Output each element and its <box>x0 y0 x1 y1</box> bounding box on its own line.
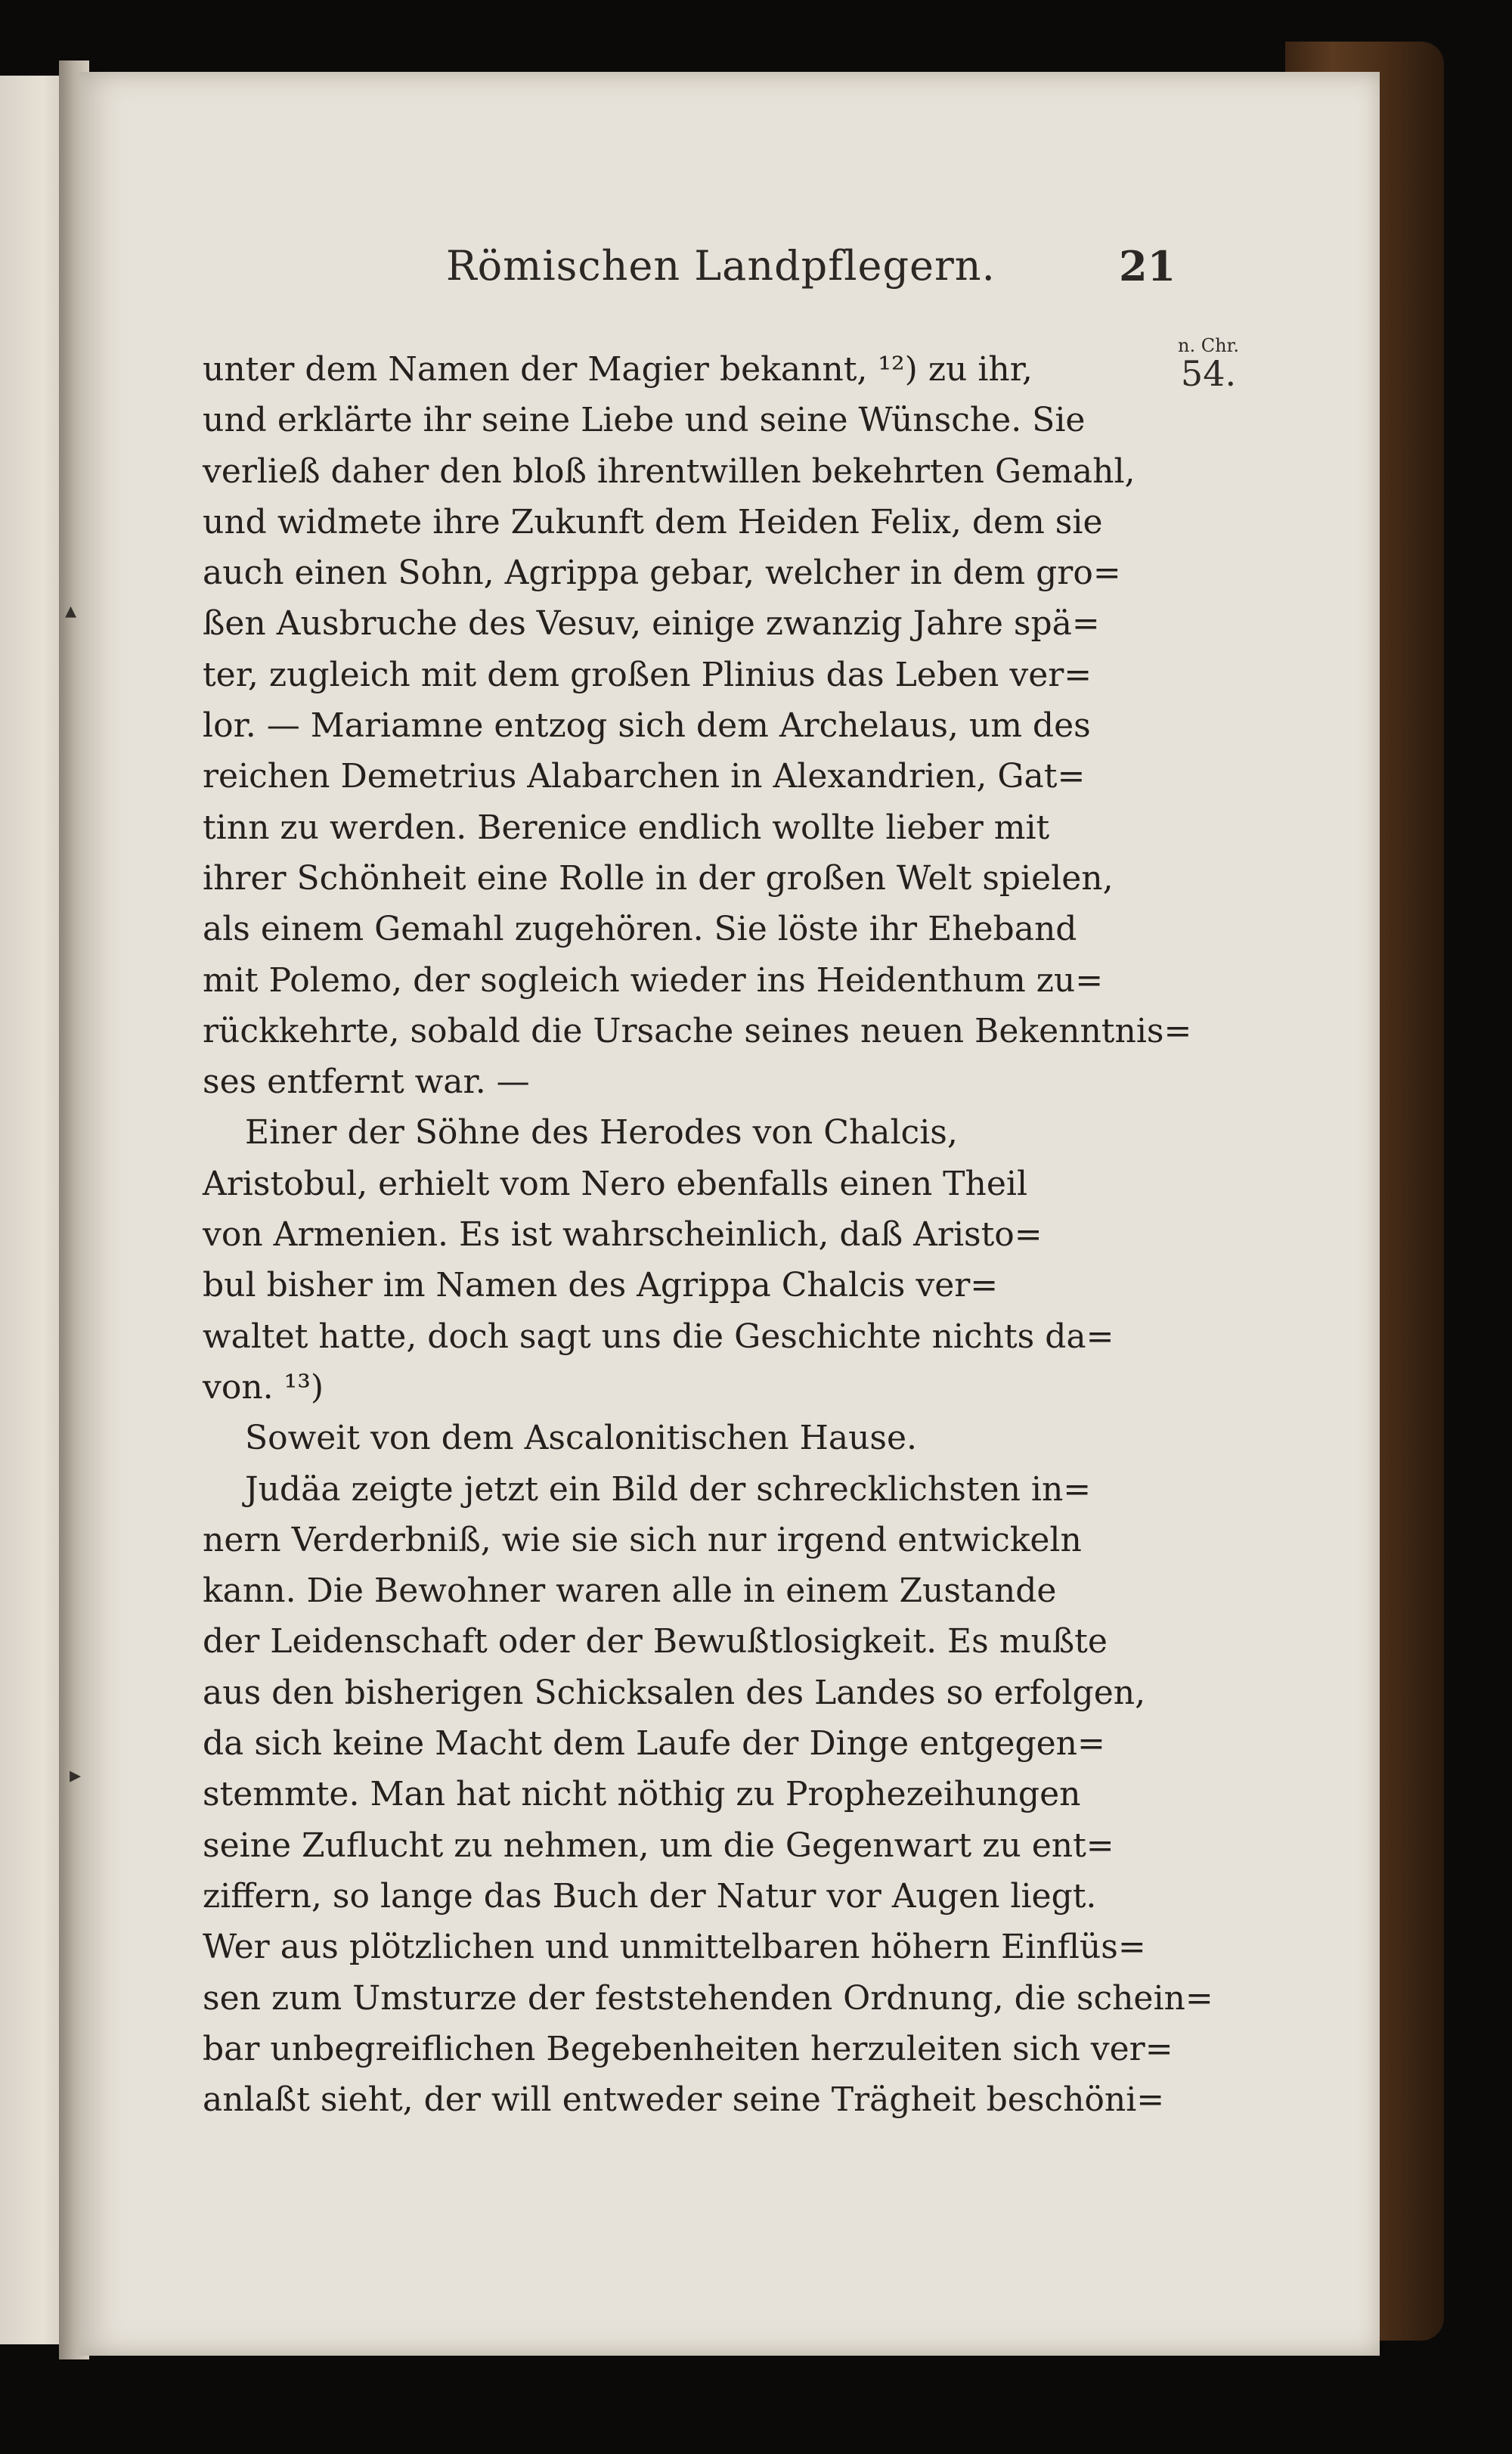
text-line: verließ daher den bloß ihrentwillen bekehrten Gemahl, <box>203 451 1136 491</box>
text-line: von. ¹³) <box>203 1367 324 1407</box>
text-line: tinn zu werden. Berenice endlich wollte lieber mit <box>203 808 1050 847</box>
running-header: Römischen Landpflegern. <box>446 242 996 290</box>
text-line: und widmete ihre Zukunft dem Heiden Felix, dem sie <box>203 502 1103 541</box>
text-line: unter dem Namen der Magier bekannt, ¹²) zu ihr, <box>203 350 1033 389</box>
margin-mark: ▴ <box>65 597 77 624</box>
text-line: aus den bisherigen Schicksalen des Landes so erfolgen, <box>203 1673 1146 1712</box>
text-line: ses entfernt war. — <box>203 1063 530 1102</box>
text-line: als einem Gemahl zugehören. Sie löste ihr Eheband <box>203 910 1077 949</box>
text-line: und erklärte ihr seine Liebe und seine Wünsche. Sie <box>203 401 1086 440</box>
text-line: anlaßt sieht, der will entweder seine Trägheit beschöni= <box>203 2080 1165 2120</box>
text-line: da sich keine Macht dem Laufe der Dinge entgegen= <box>203 1724 1105 1764</box>
text-line: von Armenien. Es ist wahrscheinlich, daß Aristo= <box>203 1215 1043 1255</box>
text-line: auch einen Sohn, Agrippa gebar, welcher in dem gro= <box>203 554 1121 593</box>
text-line: ziffern, so lange das Buch der Natur vor Augen liegt. <box>203 1876 1097 1916</box>
marginal-era: n. Chr. <box>1178 335 1239 356</box>
text-line: ßen Ausbruche des Vesuv, einige zwanzig Jahre spä= <box>203 604 1100 644</box>
text-line: kann. Die Bewohner waren alle in einem Zustande <box>203 1571 1057 1611</box>
text-line: der Leidenschaft oder der Bewußtlosigkeit. Es mußte <box>203 1622 1108 1661</box>
margin-mark: ▸ <box>70 1762 82 1789</box>
text-line: waltet hatte, doch sagt uns die Geschichte nichts da= <box>203 1317 1114 1356</box>
text-line: bul bisher im Namen des Agrippa Chalcis ver= <box>203 1266 999 1305</box>
text-line: seine Zuflucht zu nehmen, um die Gegenwart zu ent= <box>203 1826 1114 1865</box>
page-number: 21 <box>1119 242 1176 290</box>
text-line: ter, zugleich mit dem großen Plinius das Leben ver= <box>203 655 1092 694</box>
text-line: Aristobul, erhielt vom Nero ebenfalls einen Theil <box>203 1164 1028 1203</box>
text-line: ihrer Schönheit eine Rolle in der großen Welt spielen, <box>203 858 1114 898</box>
text-line: bar unbegreiflichen Begebenheiten herzuleiten sich ver= <box>203 2029 1173 2068</box>
text-line: mit Polemo, der sogleich wieder ins Heidenthum zu= <box>203 960 1104 1000</box>
text-line: reichen Demetrius Alabarchen in Alexandrien, Gat= <box>203 757 1086 796</box>
text-line: rückkehrte, sobald die Ursache seines neuen Bekenntnis= <box>203 1011 1192 1050</box>
text-line: Soweit von dem Ascalonitischen Hause. <box>203 1419 918 1458</box>
text-line: Wer aus plötzlichen und unmittelbaren höhern Einflüs= <box>203 1928 1146 1967</box>
text-line: lor. — Mariamne entzog sich dem Archelaus, um des <box>203 706 1091 746</box>
text-line: Einer der Söhne des Herodes von Chalcis, <box>203 1113 958 1153</box>
marginal-note <box>1178 335 1239 395</box>
marginal-year: 54. <box>1180 353 1237 395</box>
text-line: stemmte. Man hat nicht nöthig zu Prophezeihungen <box>203 1775 1081 1814</box>
text-line: sen zum Umsturze der feststehenden Ordnung, die schein= <box>203 1978 1213 2018</box>
text-line: nern Verderbniß, wie sie sich nur irgend entwickeln <box>203 1520 1082 1559</box>
text-line: Judäa zeigte jetzt ein Bild der schrecklichsten in= <box>203 1469 1092 1509</box>
